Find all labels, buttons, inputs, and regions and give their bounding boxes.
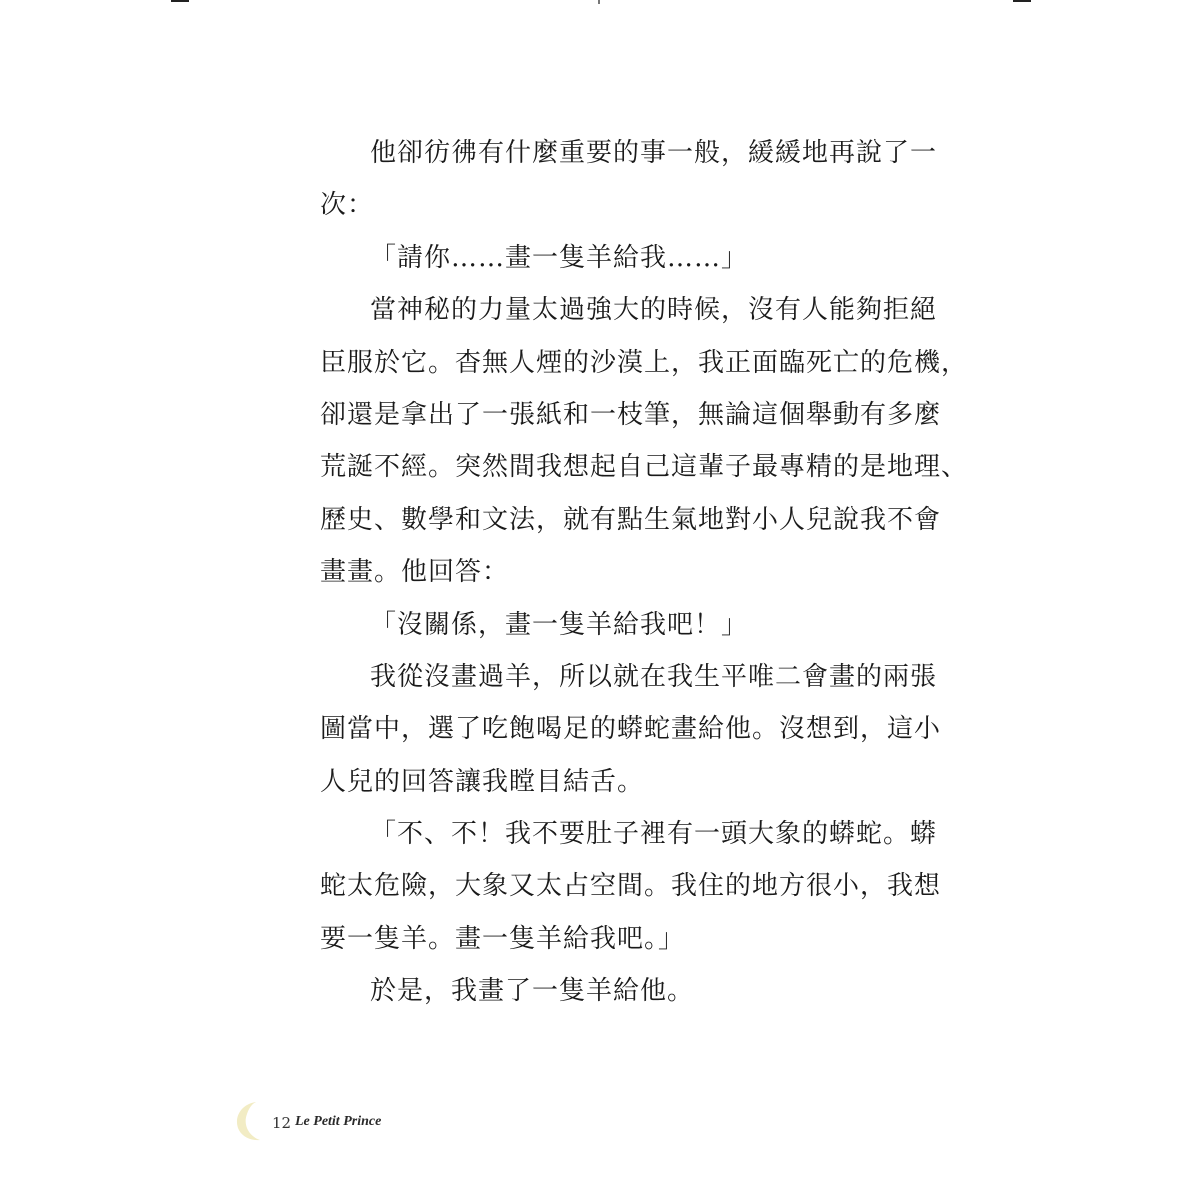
text-line: 歷史、數學和文法，就有點生氣地對小人兒說我不會 [320,504,942,535]
text-line: 次： [320,190,375,221]
text-line: 「請你……畫一隻羊給我……」 [370,242,749,273]
text-line: 我從沒畫過羊，所以就在我生平唯二會畫的兩張 [370,661,938,692]
text-line: 荒誕不經。突然間我想起自己這輩子最專精的是地理、 [320,452,969,483]
text-line: 圖當中，選了吃飽喝足的蟒蛇畫給他。沒想到，這小 [320,714,942,745]
text-line: 卻還是拿出了一張紙和一枝筆，無論這個舉動有多麼 [320,399,942,430]
crop-mark-left [171,0,189,2]
book-title: Le Petit Prince [295,1114,382,1129]
page-number: 12 [272,1114,292,1132]
text-line: 人兒的回答讓我瞠目結舌。 [320,766,645,797]
body-text [320,127,969,1018]
text-line: 於是，我畫了一隻羊給他。 [370,976,695,1007]
text-line: 當神秘的力量太過強大的時候，沒有人能夠拒絕 [370,295,938,326]
page-footer [226,1094,526,1154]
text-line: 他卻彷彿有什麼重要的事一般，緩緩地再說了一 [370,138,938,168]
text-line: 「不、不！我不要肚子裡有一頭大象的蟒蛇。蟒 [370,819,938,850]
crop-mark-right [1013,0,1031,2]
text-line: 蛇太危險，大象又太占空間。我住的地方很小，我想 [320,871,942,902]
text-line: 臣服於它。杳無人煙的沙漠上，我正面臨死亡的危機， [320,347,969,378]
text-line: 畫畫。他回答： [320,557,510,588]
text-line: 要一隻羊。畫一隻羊給我吧。」 [320,923,686,954]
text-line: 「沒關係，畫一隻羊給我吧！」 [370,609,749,640]
crescent-moon-icon [226,1096,274,1144]
crop-mark-center [598,0,600,4]
